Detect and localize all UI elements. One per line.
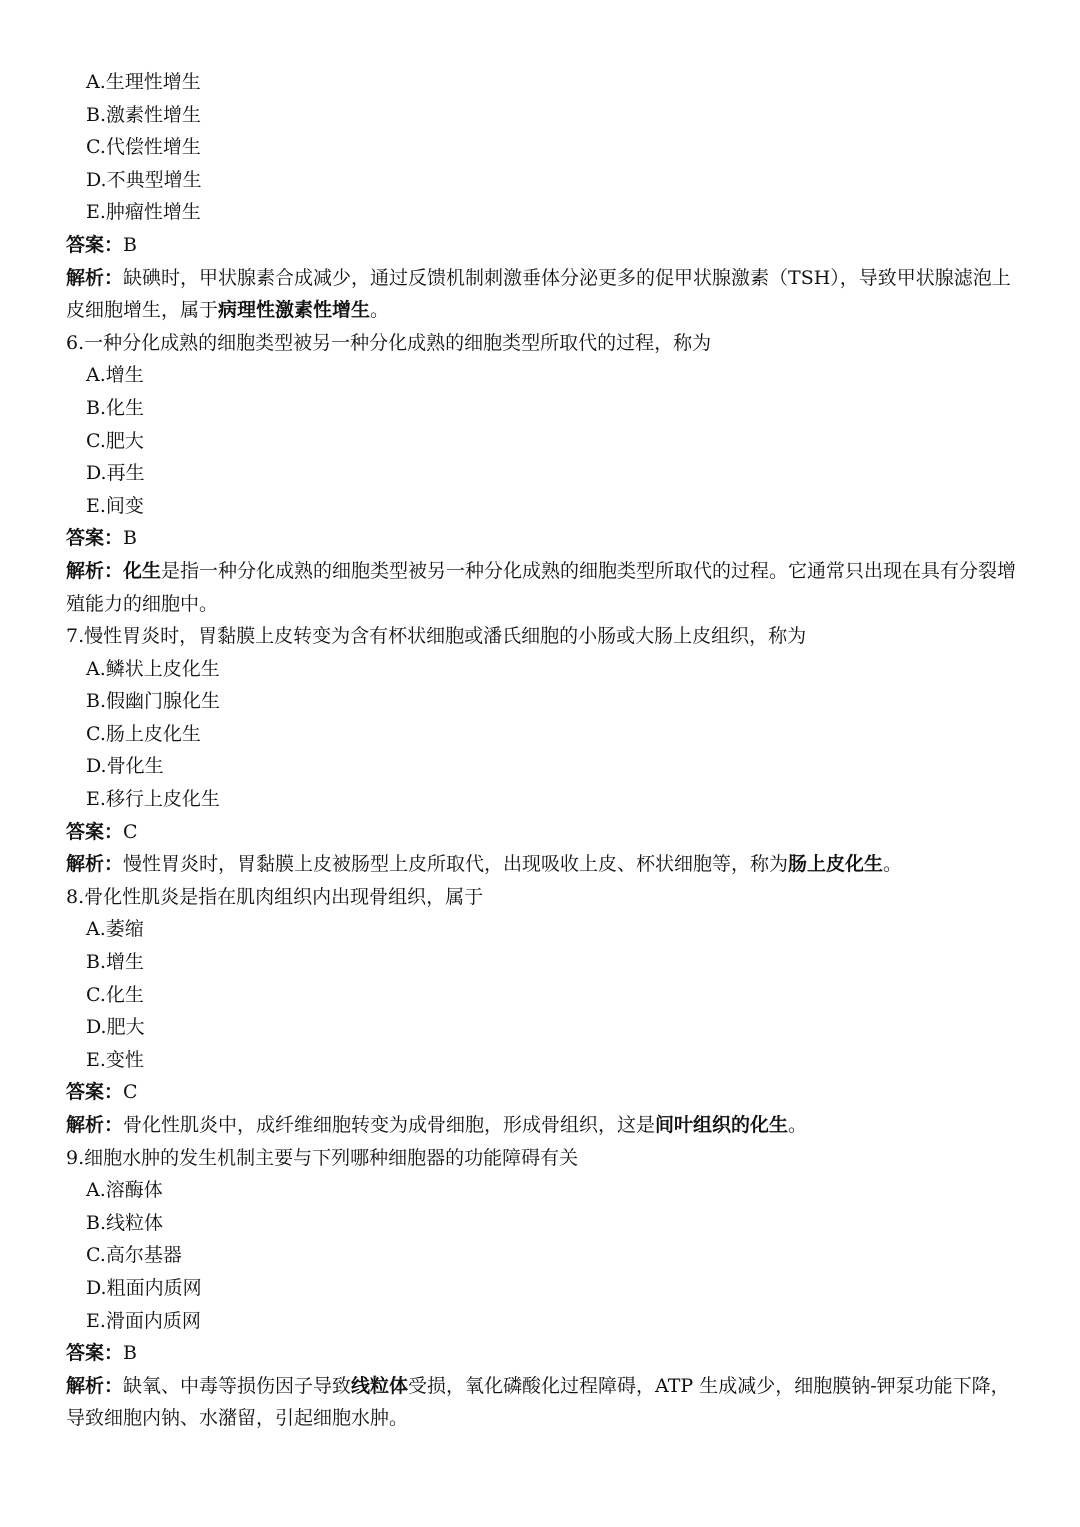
answer-label: 答案： — [66, 1342, 124, 1365]
option-item: B.线粒体 — [86, 1211, 164, 1234]
analysis-paragraph — [66, 555, 1026, 620]
answer-line — [66, 229, 1026, 262]
answer-line — [66, 1337, 1026, 1370]
question-text: 6.一种分化成熟的细胞类型被另一种分化成熟的细胞类型所取代的过程，称为 — [66, 331, 712, 354]
analysis-label: 解析： — [66, 1114, 124, 1136]
option-item: D.粗面内质网 — [86, 1276, 202, 1299]
question-text: 7.慢性胃炎时，胃黏膜上皮转变为含有杯状细胞或潘氏细胞的小肠或大肠上皮组织，称为 — [66, 625, 807, 648]
answer-label: 答案： — [66, 1081, 124, 1104]
analysis-label: 解析： — [66, 266, 124, 289]
analysis-text: 是指一种分化成熟的细胞类型被另一种分化成熟的细胞类型所取代的过程。它通常只出现在具有分裂增殖能力的细胞中。 — [66, 559, 1017, 615]
analysis-paragraph — [66, 1370, 1026, 1435]
analysis-text: 骨化性肌炎中，成纤维细胞转变为成骨细胞，形成骨组织，这是 — [123, 1114, 656, 1136]
question-block — [66, 881, 1026, 1142]
answer-line — [66, 522, 1026, 555]
option-item: D.再生 — [86, 462, 145, 485]
analysis-key-term: 线粒体 — [351, 1374, 409, 1397]
answer-value: C — [123, 1081, 138, 1104]
question-block — [66, 66, 1026, 327]
answer-label: 答案： — [66, 233, 124, 256]
option-item: D.肥大 — [86, 1016, 145, 1039]
option-item: C.肠上皮化生 — [86, 722, 201, 745]
answer-line — [66, 1076, 1026, 1109]
answer-value: C — [123, 820, 138, 843]
answer-line — [66, 816, 1026, 849]
analysis-text: 。 — [370, 299, 390, 322]
option-item: A.增生 — [86, 364, 144, 387]
analysis-paragraph — [66, 1109, 1026, 1142]
option-item: E.间变 — [86, 494, 144, 517]
analysis-text: 。 — [788, 1114, 808, 1136]
analysis-text: 缺氧、中毒等损伤因子导致 — [123, 1374, 352, 1397]
answer-label: 答案： — [66, 820, 124, 843]
analysis-text: 慢性胃炎时，胃黏膜上皮被肠型上皮所取代，出现吸收上皮、杯状细胞等，称为 — [123, 853, 789, 876]
analysis-label: 解析： — [66, 559, 124, 582]
option-item: D.不典型增生 — [86, 168, 202, 191]
answer-value: B — [123, 527, 137, 550]
option-item: A.鳞状上皮化生 — [86, 657, 220, 680]
analysis-key-term: 肠上皮化生 — [788, 853, 884, 876]
option-item: E.肿瘤性增生 — [86, 201, 201, 224]
option-item: B.假幽门腺化生 — [86, 690, 221, 713]
option-item: A.萎缩 — [86, 918, 144, 941]
question-text: 8.骨化性肌炎是指在肌肉组织内出现骨组织，属于 — [66, 885, 484, 908]
option-item: E.移行上皮化生 — [86, 788, 220, 811]
answer-value: B — [123, 1342, 137, 1365]
analysis-text: 。 — [883, 853, 903, 876]
option-item: C.肥大 — [86, 429, 144, 452]
option-item: C.代偿性增生 — [86, 136, 201, 159]
option-item: B.化生 — [86, 396, 145, 419]
option-item: E.变性 — [86, 1048, 144, 1071]
analysis-text: 缺碘时，甲状腺素合成减少，通过反馈机制刺激垂体分泌更多的促甲状腺激素（TSH），导致甲状腺滤泡上皮细胞增生，属于 — [66, 266, 1011, 322]
option-item: D.骨化生 — [86, 755, 164, 778]
option-item: C.化生 — [86, 983, 144, 1006]
question-text: 9.细胞水肿的发生机制主要与下列哪种细胞器的功能障碍有关 — [66, 1146, 579, 1169]
option-item: A.溶酶体 — [86, 1179, 163, 1202]
question-block — [66, 1142, 1026, 1435]
analysis-paragraph — [66, 262, 1026, 327]
option-item: B.激素性增生 — [86, 103, 202, 126]
analysis-label: 解析： — [66, 1374, 124, 1397]
option-item: E.滑面内质网 — [86, 1309, 201, 1332]
option-item: A.生理性增生 — [86, 71, 201, 93]
analysis-key-term: 化生 — [123, 559, 162, 582]
analysis-label: 解析： — [66, 853, 124, 876]
option-item: C.高尔基器 — [86, 1244, 182, 1267]
question-block — [66, 327, 1026, 620]
question-block — [66, 620, 1026, 881]
analysis-key-term: 病理性激素性增生 — [218, 299, 371, 322]
document-page — [66, 66, 1026, 1435]
answer-label: 答案： — [66, 527, 124, 550]
analysis-key-term: 间叶组织的化生 — [655, 1114, 789, 1136]
analysis-paragraph — [66, 848, 1026, 881]
analysis-text: 受损，氧化磷酸化过程障碍，ATP 生成减少，细胞膜钠-钾泵功能下降，导致细胞内钠、水潴留，引起细胞水肿。 — [66, 1374, 1010, 1430]
answer-value: B — [123, 233, 137, 256]
option-item: B.增生 — [86, 951, 145, 974]
